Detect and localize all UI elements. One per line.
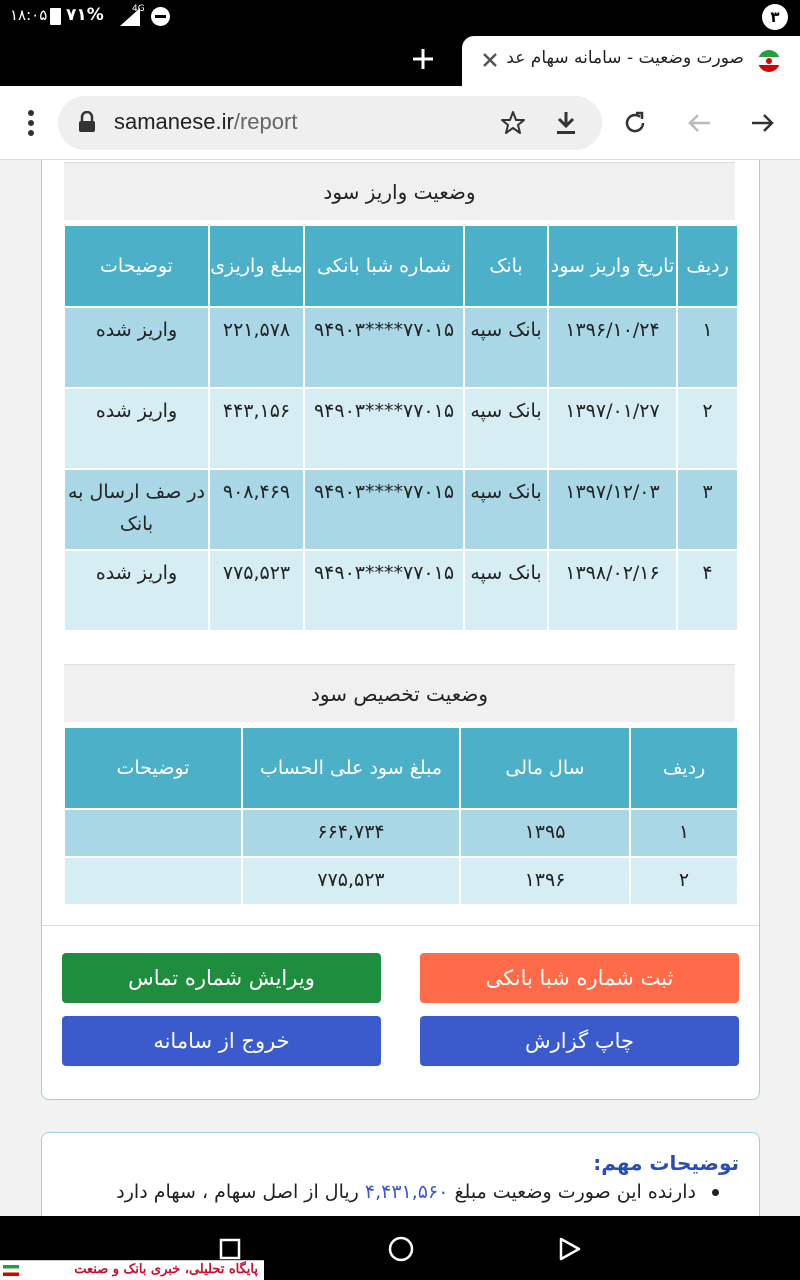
status-bar: [0, 0, 800, 34]
cell-bank: بانک سپه: [464, 550, 548, 631]
cell-profit-amount: ۷۷۵,۵۲۳: [242, 857, 460, 905]
cell-amount: ۲۲۱,۵۷۸: [209, 307, 304, 388]
home-icon[interactable]: [387, 1235, 415, 1267]
active-tab[interactable]: [462, 36, 800, 86]
cell-notes: [64, 857, 242, 905]
network-type: 4G: [132, 4, 145, 14]
watermark-flag-icon: [3, 1265, 19, 1276]
page-content: [0, 160, 800, 1216]
cell-profit-amount: ۶۶۴,۷۳۴: [242, 809, 460, 857]
cell-sheba: ۷۷۰۱۵****۹۴۹۰۳: [304, 469, 464, 550]
table-row: [64, 857, 738, 905]
url-path: /report: [233, 109, 298, 134]
print-report-button[interactable]: چاپ گزارش: [420, 1016, 739, 1066]
cell-sheba: ۷۷۰۱۵****۹۴۹۰۳: [304, 307, 464, 388]
clock: ۱۸:۰۵: [10, 6, 48, 24]
table-row: [64, 307, 738, 388]
cell-amount: ۴۴۳,۱۵۶: [209, 388, 304, 469]
cell-date: ۱۳۹۶/۱۰/۲۴: [548, 307, 677, 388]
battery-level: ۷۱%: [66, 5, 104, 25]
table-row: [64, 550, 738, 631]
cell-fiscal-year: ۱۳۹۵: [460, 809, 630, 857]
download-icon[interactable]: [554, 110, 578, 140]
buttons-divider: [42, 925, 759, 926]
navigation-bar: [0, 1216, 800, 1280]
col-row-number: ردیف: [630, 727, 738, 809]
cell-date: ۱۳۹۷/۱۲/۰۳: [548, 469, 677, 550]
bookmark-star-icon[interactable]: [500, 110, 526, 140]
deposit-table: [63, 224, 739, 632]
cell-row-number: ۱: [630, 809, 738, 857]
cell-amount: ۷۷۵,۵۲۳: [209, 550, 304, 631]
cell-sheba: ۷۷۰۱۵****۹۴۹۰۳: [304, 550, 464, 631]
watermark-text: پایگاه تحلیلی، خبری بانک و صنعت: [74, 1262, 258, 1277]
cell-notes: واریز شده: [64, 388, 209, 469]
cell-row-number: ۲: [677, 388, 738, 469]
cell-row-number: ۱: [677, 307, 738, 388]
back-triangle-icon[interactable]: [557, 1236, 583, 1266]
tab-strip: [0, 34, 800, 86]
edit-contact-button[interactable]: ویرایش شماره تماس: [62, 953, 381, 1003]
cell-date: ۱۳۹۷/۰۱/۲۷: [548, 388, 677, 469]
col-fiscal-year: سال مالی: [460, 727, 630, 809]
table-row: [64, 809, 738, 857]
cell-date: ۱۳۹۸/۰۲/۱۶: [548, 550, 677, 631]
deposit-section-title: وضعیت واریز سود: [64, 162, 735, 220]
allocation-table: [63, 726, 739, 906]
menu-icon[interactable]: [26, 110, 36, 140]
col-sheba: شماره شبا بانکی: [304, 225, 464, 307]
cell-bank: بانک سپه: [464, 388, 548, 469]
col-notes: توضیحات: [64, 225, 209, 307]
tab-title: صورت وضعیت - سامانه سهام عد: [506, 48, 744, 68]
cell-notes: [64, 809, 242, 857]
battery-icon: [50, 8, 61, 25]
watermark-banner: [0, 1260, 264, 1280]
deposit-header-row: [64, 225, 738, 307]
col-notes: توضیحات: [64, 727, 242, 809]
dnd-icon: [151, 7, 170, 26]
table-row: [64, 469, 738, 550]
notes-line-pre: دارنده این صورت وضعیت مبلغ: [454, 1181, 696, 1203]
favicon-icon: [758, 50, 780, 72]
cell-row-number: ۴: [677, 550, 738, 631]
lock-icon[interactable]: [78, 111, 96, 137]
reload-icon[interactable]: [622, 110, 648, 140]
cell-notes: در صف ارسال به بانک: [64, 469, 209, 550]
address-bar[interactable]: [58, 96, 602, 150]
url-domain: samanese.ir: [114, 109, 234, 134]
cell-bank: بانک سپه: [464, 307, 548, 388]
allocation-header-row: [64, 727, 738, 809]
cell-row-number: ۲: [630, 857, 738, 905]
notes-title: توضیحات مهم:: [593, 1151, 739, 1175]
notes-line-post: ریال از اصل سهام ، سهام دارد: [116, 1181, 359, 1203]
cell-notes: واریز شده: [64, 550, 209, 631]
cell-notes: واریز شده: [64, 307, 209, 388]
col-amount: مبلغ واریزی: [209, 225, 304, 307]
cell-row-number: ۳: [677, 469, 738, 550]
tab-count-badge[interactable]: ۳: [762, 4, 788, 30]
col-row-number: ردیف: [677, 225, 738, 307]
logout-button[interactable]: خروج از سامانه: [62, 1016, 381, 1066]
forward-arrow-icon[interactable]: [750, 110, 776, 140]
new-tab-icon[interactable]: [410, 44, 436, 74]
allocation-section-title: وضعیت تخصیص سود: [64, 664, 735, 722]
col-profit-amount: مبلغ سود علی الحساب: [242, 727, 460, 809]
col-deposit-date: تاریخ واریز سود: [548, 225, 677, 307]
bullet-icon: [712, 1189, 719, 1196]
notes-card: [41, 1132, 760, 1216]
url-text[interactable]: [114, 109, 297, 135]
cell-fiscal-year: ۱۳۹۶: [460, 857, 630, 905]
notes-line: [59, 1181, 719, 1203]
cell-amount: ۹۰۸,۴۶۹: [209, 469, 304, 550]
cell-bank: بانک سپه: [464, 469, 548, 550]
register-sheba-button[interactable]: ثبت شماره شبا بانکی: [420, 953, 739, 1003]
notes-amount: ۴,۴۳۱,۵۶۰: [364, 1181, 449, 1203]
table-row: [64, 388, 738, 469]
cell-sheba: ۷۷۰۱۵****۹۴۹۰۳: [304, 388, 464, 469]
toolbar: [0, 86, 800, 160]
back-arrow-icon[interactable]: [686, 110, 712, 140]
col-bank: بانک: [464, 225, 548, 307]
